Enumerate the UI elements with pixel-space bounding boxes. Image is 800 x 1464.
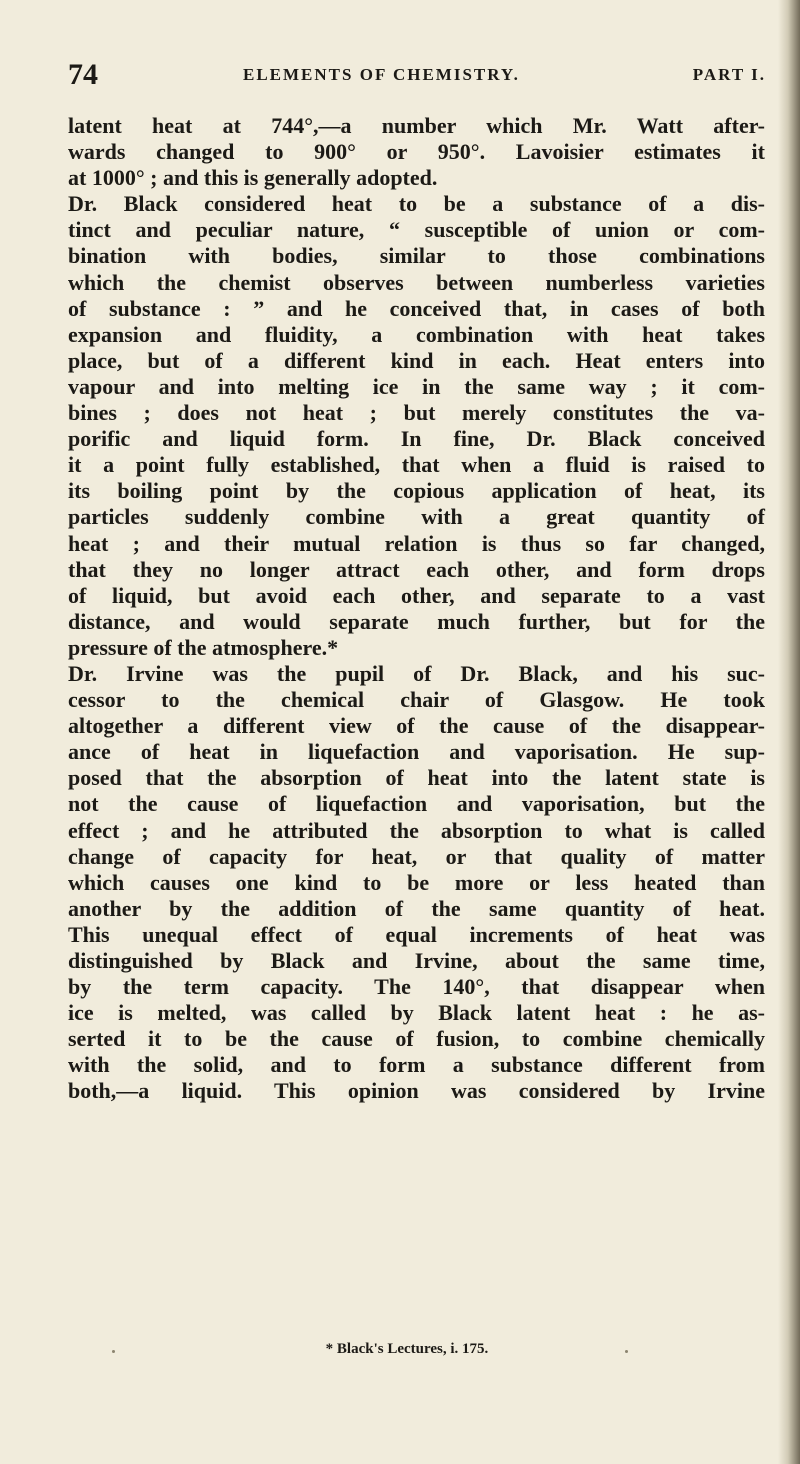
text-line: its boiling point by the copious application of heat, its <box>68 478 765 504</box>
text-line: tinct and peculiar nature, “ susceptible of union or com- <box>68 217 765 243</box>
text-line: that they no longer attract each other, and form drops <box>68 556 765 582</box>
page-header <box>68 58 766 94</box>
text-line: latent heat at 744°,—a number which Mr. Watt after- <box>68 113 765 138</box>
text-line: with the solid, and to form a substance different from <box>68 1052 765 1078</box>
text-line: vapour and into melting ice in the same way ; it com- <box>68 373 765 399</box>
paragraph-start-line: Dr. Irvine was the pupil of Dr. Black, and his suc- <box>68 660 765 686</box>
text-line: by the term capacity. The 140°, that disappear when <box>68 974 765 1000</box>
text-line: of substance : ” and he conceived that, in cases of both <box>68 295 765 321</box>
text-line: distance, and would separate much further, but for the <box>68 608 765 634</box>
footnote: * Black's Lectures, i. 175. <box>325 1341 489 1357</box>
text-line: posed that the absorption of heat into the latent state is <box>68 765 765 791</box>
text-line: serted it to be the cause of fusion, to combine chemically <box>68 1026 765 1052</box>
text-line: heat ; and their mutual relation is thus so far changed, <box>68 530 765 556</box>
text-line: wards changed to 900° or 950°. Lavoisier estimates it <box>68 139 765 165</box>
text-line: another by the addition of the same quantity of heat. <box>68 895 765 921</box>
text-line: both,—a liquid. This opinion was considered by Irvine <box>68 1078 765 1104</box>
text-line: change of capacity for heat, or that quality of matter <box>68 843 765 869</box>
text-line: place, but of a different kind in each. Heat enters into <box>68 347 765 373</box>
paragraph-start-line: Dr. Black considered heat to be a substance of a dis- <box>68 191 765 217</box>
text-line: ice is melted, was called by Black latent heat : he as- <box>68 1000 765 1026</box>
text-line: effect ; and he attributed the absorption to what is called <box>68 817 765 843</box>
body-text <box>68 113 765 1105</box>
running-head: ELEMENTS OF CHEMISTRY. <box>243 65 520 84</box>
gutter-shadow <box>778 0 800 1464</box>
text-line: pressure of the atmosphere.* <box>68 634 339 660</box>
paper-speck <box>625 1350 628 1353</box>
text-line: which causes one kind to be more or less heated than <box>68 869 765 895</box>
part-label: PART I. <box>692 65 766 84</box>
text-line: which the chemist observes between numberless varieties <box>68 269 765 295</box>
text-line: ance of heat in liquefaction and vaporisation. He sup- <box>68 739 765 765</box>
page-number: 74 <box>68 58 98 91</box>
text-line: particles suddenly combine with a great quantity of <box>68 504 765 530</box>
text-line: cessor to the chemical chair of Glasgow. He took <box>68 687 765 713</box>
text-line: distinguished by Black and Irvine, about the same time, <box>68 948 765 973</box>
text-line: it a point fully established, that when a fluid is raised to <box>68 452 765 478</box>
text-line: expansion and fluidity, a combination with heat takes <box>68 321 765 347</box>
text-line: bination with bodies, similar to those combinations <box>68 243 765 269</box>
text-line: of liquid, but avoid each other, and separate to a vast <box>68 582 765 608</box>
text-line: altogether a different view of the cause of the disappear- <box>68 713 765 739</box>
text-line: at 1000° ; and this is generally adopted. <box>68 165 438 191</box>
text-line: not the cause of liquefaction and vaporisation, but the <box>68 791 765 817</box>
text-line: porific and liquid form. In fine, Dr. Black conceived <box>68 426 765 452</box>
paper-speck <box>112 1350 115 1353</box>
text-line: bines ; does not heat ; but merely constitutes the va- <box>68 400 765 426</box>
text-line: This unequal effect of equal increments of heat was <box>68 921 765 947</box>
